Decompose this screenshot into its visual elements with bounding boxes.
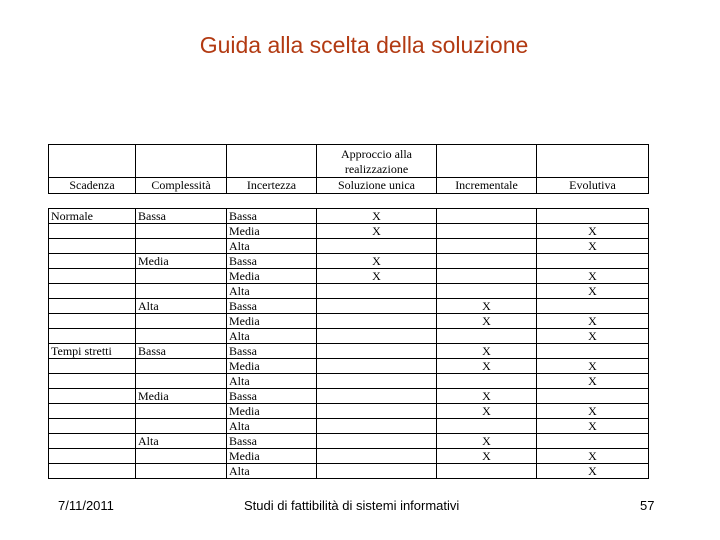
table-cell [49, 374, 136, 389]
table-cell: Alta [227, 419, 317, 434]
table-cell: X [317, 209, 437, 224]
table-cell: Media [136, 389, 227, 404]
table-cell [49, 419, 136, 434]
table-cell [136, 269, 227, 284]
table-row [49, 419, 649, 434]
table-row [49, 239, 649, 254]
footer-course-title: Studi di fattibilità di sistemi informativi [244, 498, 460, 513]
table-header-group [49, 145, 649, 178]
table-cell: X [317, 269, 437, 284]
table-cell: Alta [227, 464, 317, 479]
approach-header: Approccio alla realizzazione [317, 145, 437, 178]
table-cell [317, 449, 437, 464]
decision-table [48, 144, 649, 479]
table-cell [537, 434, 649, 449]
table-cell [136, 329, 227, 344]
table-cell: X [537, 374, 649, 389]
table-cell: X [437, 449, 537, 464]
table-header [49, 178, 649, 194]
table-cell [49, 254, 136, 269]
table-cell: X [537, 404, 649, 419]
table-cell: X [437, 344, 537, 359]
table-cell: Bassa [227, 389, 317, 404]
table-cell [317, 299, 437, 314]
table-cell [317, 239, 437, 254]
table-cell [49, 464, 136, 479]
table-cell [317, 464, 437, 479]
table-cell: X [317, 254, 437, 269]
col-header-complessita: Complessità [136, 178, 227, 194]
table-row [49, 359, 649, 374]
table-cell [537, 389, 649, 404]
table-cell [49, 449, 136, 464]
table-cell [317, 419, 437, 434]
table-row [49, 269, 649, 284]
table-row [49, 224, 649, 239]
table-cell [437, 254, 537, 269]
table-cell [136, 419, 227, 434]
table-cell: Alta [227, 374, 317, 389]
col-header-evolutiva: Evolutiva [537, 178, 649, 194]
table-cell: X [537, 284, 649, 299]
table-row [49, 254, 649, 269]
table-row [49, 209, 649, 224]
col-header-scadenza: Scadenza [49, 178, 136, 194]
table-cell [136, 314, 227, 329]
table-cell [537, 254, 649, 269]
table-cell: X [537, 359, 649, 374]
table-cell [437, 284, 537, 299]
table-cell: Bassa [227, 344, 317, 359]
table-row [49, 389, 649, 404]
table-cell [437, 224, 537, 239]
table-row [49, 314, 649, 329]
table-cell: Media [136, 254, 227, 269]
table-cell [537, 344, 649, 359]
col-header-incrementale: Incrementale [437, 178, 537, 194]
slide-title: Guida alla scelta della soluzione [199, 32, 529, 58]
table-cell [437, 419, 537, 434]
table-cell [49, 284, 136, 299]
table-cell: Alta [227, 284, 317, 299]
table-cell [49, 404, 136, 419]
table-row [49, 449, 649, 464]
table-cell: Alta [136, 299, 227, 314]
table-cell [437, 464, 537, 479]
table-cell [317, 389, 437, 404]
table-cell: Alta [136, 434, 227, 449]
table-cell: Bassa [136, 209, 227, 224]
table-cell: X [437, 359, 537, 374]
table-cell [49, 359, 136, 374]
table-cell [317, 284, 437, 299]
table-cell [49, 329, 136, 344]
table-cell: X [537, 419, 649, 434]
table-cell: X [437, 314, 537, 329]
table-cell [317, 374, 437, 389]
table-cell [49, 224, 136, 239]
table-cell: X [317, 224, 437, 239]
table-row [49, 284, 649, 299]
table-cell [437, 329, 537, 344]
table-cell: X [437, 389, 537, 404]
table-cell [136, 449, 227, 464]
table-cell [136, 464, 227, 479]
table-row [49, 404, 649, 419]
table-row [49, 464, 649, 479]
table-cell [537, 209, 649, 224]
table-cell: X [437, 299, 537, 314]
table-cell [136, 224, 227, 239]
col-header-incertezza: Incertezza [227, 178, 317, 194]
table-cell: X [537, 239, 649, 254]
table-cell [136, 374, 227, 389]
table-cell: X [537, 464, 649, 479]
table-cell: X [437, 434, 537, 449]
table-cell: Alta [227, 329, 317, 344]
table-row [49, 299, 649, 314]
table-cell [317, 329, 437, 344]
table-cell: Media [227, 314, 317, 329]
table-cell: Media [227, 359, 317, 374]
table-row [49, 329, 649, 344]
table-cell [317, 314, 437, 329]
table-row [49, 434, 649, 449]
table-cell [49, 269, 136, 284]
table-cell [317, 434, 437, 449]
table-cell [437, 269, 537, 284]
table-cell: Media [227, 224, 317, 239]
table-cell: X [537, 329, 649, 344]
table-cell [49, 299, 136, 314]
table-cell [437, 374, 537, 389]
col-header-soluzione-unica: Soluzione unica [317, 178, 437, 194]
table-cell: Bassa [227, 254, 317, 269]
table-cell: Alta [227, 239, 317, 254]
table-cell: Normale [49, 209, 136, 224]
table-cell: X [537, 449, 649, 464]
table-cell [49, 389, 136, 404]
table-cell: Tempi stretti [49, 344, 136, 359]
table-cell: Bassa [136, 344, 227, 359]
table-row [49, 344, 649, 359]
table-cell [317, 359, 437, 374]
table-cell [437, 239, 537, 254]
footer-page-number: 57 [640, 498, 655, 513]
table-spacer-row [49, 194, 649, 209]
table-row [49, 374, 649, 389]
footer-date: 7/11/2011 [58, 498, 114, 513]
table-cell: X [537, 269, 649, 284]
table-cell [136, 359, 227, 374]
table-cell: Media [227, 269, 317, 284]
table-cell [317, 404, 437, 419]
table-cell [136, 284, 227, 299]
table-cell [437, 209, 537, 224]
table-cell: X [437, 404, 537, 419]
table-cell [136, 239, 227, 254]
table-cell: Bassa [227, 209, 317, 224]
table-cell: Bassa [227, 299, 317, 314]
table-cell [317, 344, 437, 359]
table-cell [49, 434, 136, 449]
table-cell: Bassa [227, 434, 317, 449]
table-cell [49, 239, 136, 254]
table-cell [136, 404, 227, 419]
table-cell: Media [227, 404, 317, 419]
table-cell [49, 314, 136, 329]
table-cell: Media [227, 449, 317, 464]
table-cell [537, 299, 649, 314]
table-cell: X [537, 224, 649, 239]
table-cell: X [537, 314, 649, 329]
